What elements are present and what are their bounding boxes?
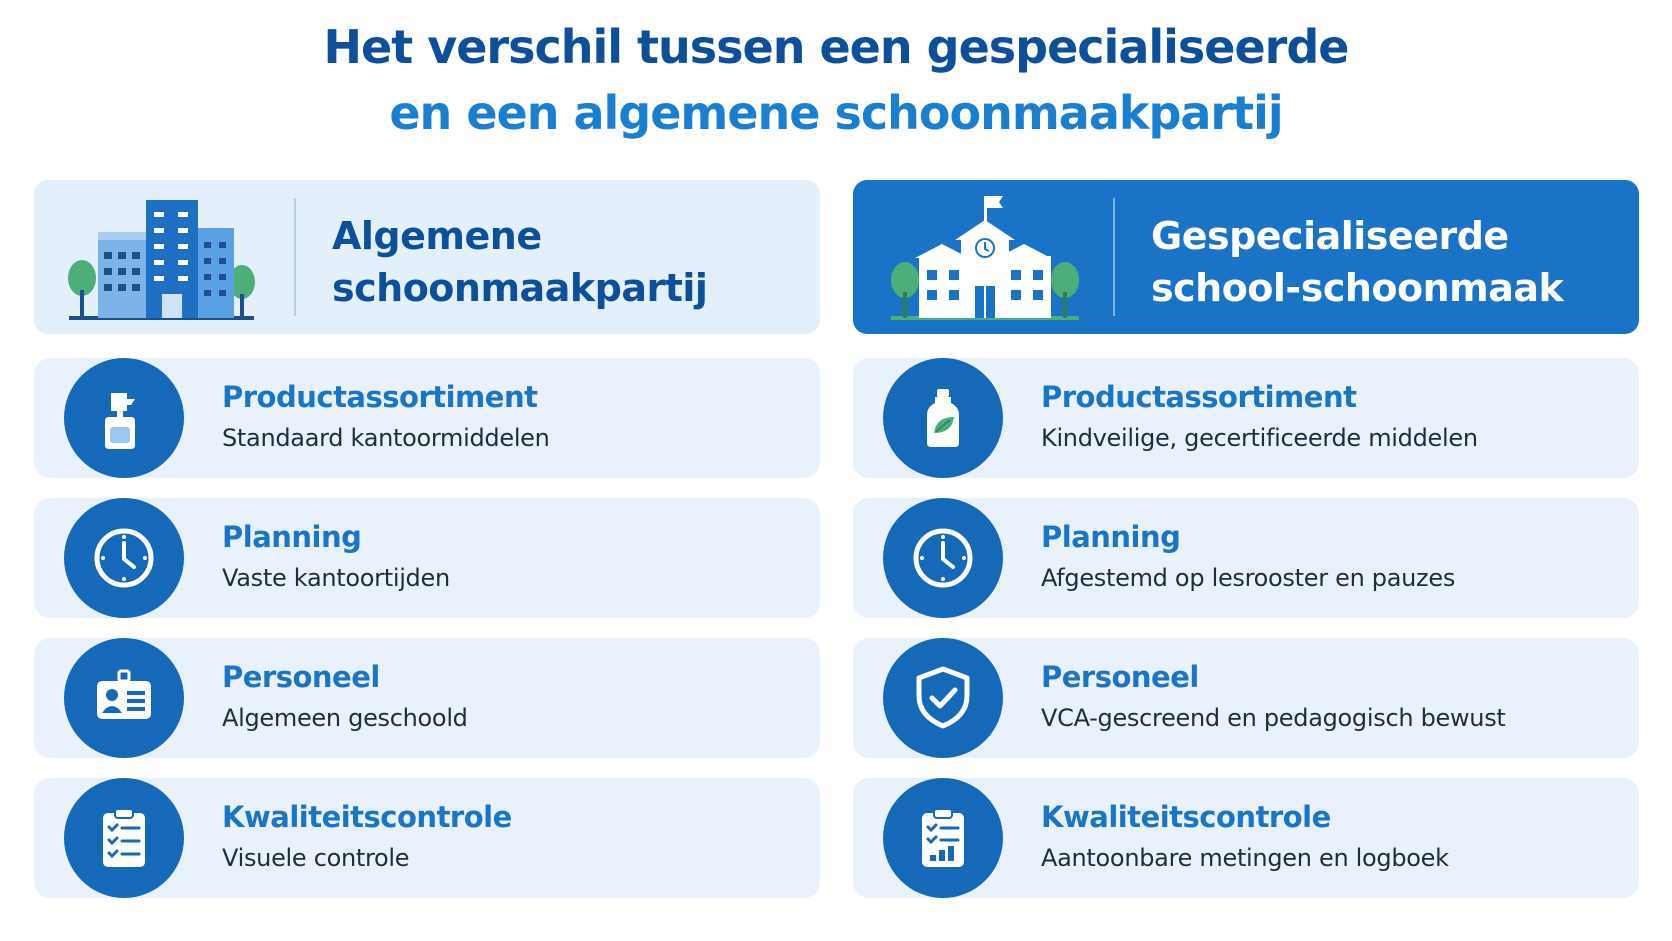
clock-icon — [883, 498, 1003, 618]
general-products-desc: Standaard kantoormiddelen — [222, 424, 550, 452]
spray-bottle-icon — [64, 358, 184, 478]
school-cleaner-header — [853, 180, 1639, 334]
header-divider — [1113, 198, 1115, 316]
general-cleaner-column — [34, 180, 820, 872]
school-quality-desc: Aantoonbare metingen en logboek — [1041, 844, 1449, 872]
school-row-quality — [853, 778, 1639, 898]
school-cleaner-title-line1: Gespecialiseerde — [1151, 214, 1509, 258]
school-quality-title: Kwaliteitscontrole — [1041, 800, 1331, 834]
header-divider — [294, 198, 296, 316]
school-cleaner-title-line2: school-schoonmaak — [1151, 266, 1564, 310]
school-cleaner-title — [1151, 210, 1563, 314]
general-staff-title: Personeel — [222, 660, 380, 694]
school-row-planning — [853, 498, 1639, 618]
checklist-clipboard-icon — [64, 778, 184, 898]
school-staff-title: Personeel — [1041, 660, 1199, 694]
school-building-icon — [883, 190, 1083, 330]
general-planning-desc: Vaste kantoortijden — [222, 564, 450, 592]
general-row-products — [34, 358, 820, 478]
page-title-line2: en een algemene schoonmaakpartij — [389, 86, 1283, 140]
general-quality-title: Kwaliteitscontrole — [222, 800, 512, 834]
school-row-staff — [853, 638, 1639, 758]
id-badge-icon — [64, 638, 184, 758]
clipboard-chart-icon — [883, 778, 1003, 898]
eco-bottle-icon — [883, 358, 1003, 478]
school-products-desc: Kindveilige, gecertificeerde middelen — [1041, 424, 1478, 452]
school-planning-desc: Afgestemd op lesrooster en pauzes — [1041, 564, 1456, 592]
general-cleaner-title — [332, 210, 707, 314]
general-staff-desc: Algemeen geschoold — [222, 704, 468, 732]
general-row-planning — [34, 498, 820, 618]
page-title-line1: Het verschil tussen een gespecialiseerde — [323, 20, 1349, 74]
office-buildings-icon — [64, 190, 264, 330]
general-row-quality — [34, 778, 820, 898]
school-staff-desc: VCA-gescreend en pedagogisch bewust — [1041, 704, 1506, 732]
general-cleaner-title-line2: schoonmaakpartij — [332, 266, 708, 310]
school-planning-title: Planning — [1041, 520, 1181, 554]
general-products-title: Productassortiment — [222, 380, 538, 414]
clock-icon — [64, 498, 184, 618]
general-cleaner-header — [34, 180, 820, 334]
general-quality-desc: Visuele controle — [222, 844, 410, 872]
school-cleaner-column — [853, 180, 1639, 872]
general-row-staff — [34, 638, 820, 758]
general-cleaner-title-line1: Algemene — [332, 214, 542, 258]
shield-check-icon — [883, 638, 1003, 758]
general-planning-title: Planning — [222, 520, 362, 554]
school-products-title: Productassortiment — [1041, 380, 1357, 414]
school-row-products — [853, 358, 1639, 478]
